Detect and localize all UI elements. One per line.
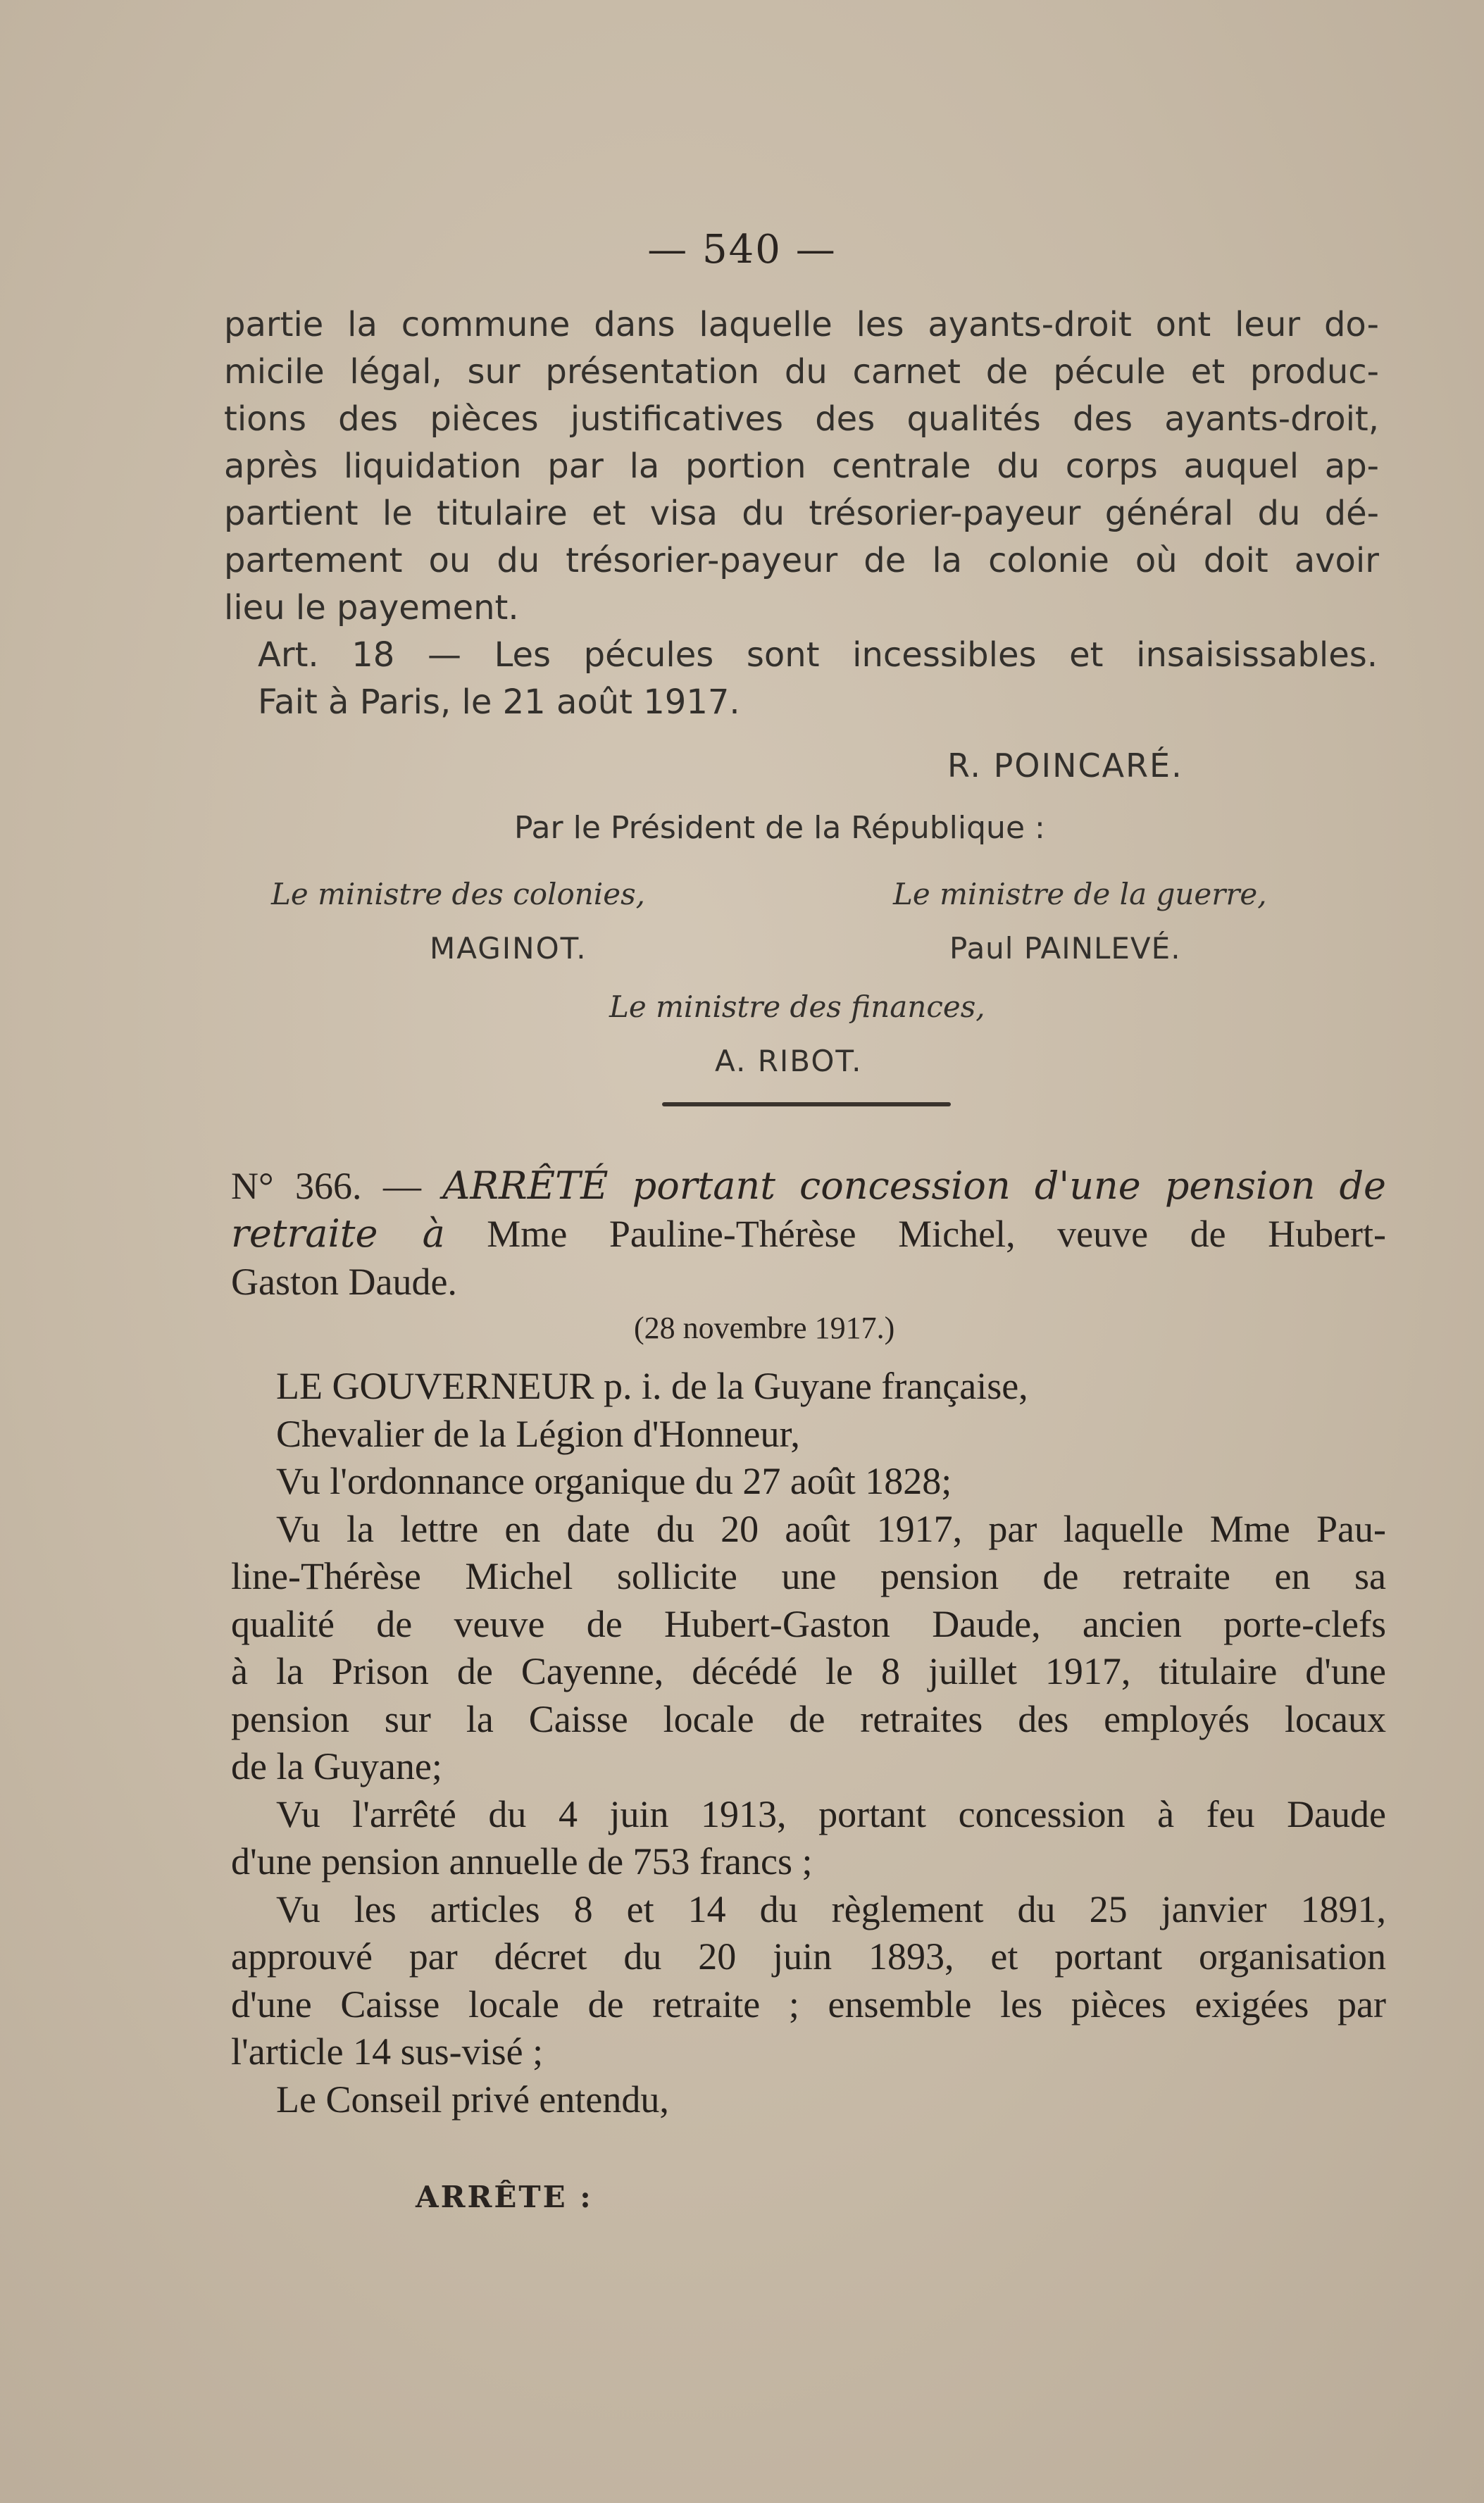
vu-articles-line: approuvé par décret du 20 juin 1893, et portant organisation: [231, 1935, 1386, 1978]
arrete-title-cont: retraite à: [231, 1211, 445, 1256]
vu-lettre-line: Vu la lettre en date du 20 août 1917, par laquelle Mme Pau-: [276, 1507, 1386, 1550]
text-line: partient le titulaire et visa du trésorier-payeur général du dé-: [224, 494, 1379, 533]
text-line: partement ou du trésorier-payeur de la colonie où doit avoir: [224, 541, 1379, 580]
arrete-date: (28 novembre 1917.): [634, 1311, 895, 1345]
vu-lettre-line: pension sur la Caisse locale de retraites des employés locaux: [231, 1697, 1386, 1740]
vu-lettre-line: de la Guyane;: [231, 1745, 442, 1787]
par-le-president: Par le Président de la République :: [514, 810, 1045, 846]
arrete-366-heading: [231, 1162, 1386, 1306]
vu-articles-line: d'une Caisse locale de retraite ; ensemble les pièces exigées par: [231, 1983, 1386, 2026]
text-line: partie la commune dans laquelle les ayants-droit ont leur do-: [224, 305, 1379, 344]
ministre-colonies-name: MAGINOT.: [430, 931, 587, 966]
article-18: [258, 632, 1378, 679]
vu-arrete-line: d'une pension annuelle de 753 francs ;: [231, 1840, 813, 1883]
vu-ordonnance: Vu l'ordonnance organique du 27 août 1828;: [276, 1460, 952, 1502]
vu-articles-line: Vu les articles 8 et 14 du règlement du 25 janvier 1891,: [276, 1887, 1386, 1930]
vu-lettre-line: line-Thérèse Michel sollicite une pension de retraite en sa: [231, 1555, 1386, 1597]
text-line: Art. 18 — Les pécules sont incessibles et insaisissables.: [258, 635, 1378, 675]
vu-lettre-line: qualité de veuve de Hubert-Gaston Daude, ancien porte-clefs: [231, 1602, 1386, 1645]
ministre-finances-title: Le ministre des finances,: [609, 990, 985, 1024]
ministre-guerre-title: Le ministre de la guerre,: [893, 877, 1267, 911]
text-line: Fait à Paris, le 21 août 1917.: [258, 682, 740, 722]
arrete-body: [231, 1363, 1386, 2123]
text-line: tions des pièces justificatives des qualités des ayants-droit,: [224, 399, 1379, 439]
text-line: après liquidation par la portion centrale du corps auquel ap-: [224, 447, 1379, 486]
text-line: lieu le payement.: [224, 588, 519, 628]
ministre-colonies-title: Le ministre des colonies,: [271, 877, 645, 911]
text-line: micile légal, sur présentation du carnet de pécule et produc-: [224, 352, 1379, 392]
arrete-title-line3: Gaston Daude.: [231, 1261, 457, 1303]
continuation-paragraph: [224, 301, 1379, 632]
ministre-finances-name: A. RIBOT.: [715, 1044, 863, 1078]
fait-a-paris: [258, 679, 892, 726]
vu-lettre-line: à la Prison de Cayenne, décédé le 8 juillet 1917, titulaire d'une: [231, 1650, 1386, 1692]
ministre-guerre-name: Paul PAINLEVÉ.: [949, 931, 1181, 966]
arrete-verb: ARRÊTE :: [416, 2180, 593, 2214]
page-number: — 540 —: [647, 227, 837, 273]
intro-chevalier: Chevalier de la Légion d'Honneur,: [276, 1412, 800, 1455]
vu-arrete-line: Vu l'arrêté du 4 juin 1913, portant concession à feu Daude: [276, 1792, 1386, 1835]
arrete-title: ARRÊTÉ portant concession d'une pension de: [442, 1163, 1387, 1208]
mme-abbrev: Mme: [487, 1213, 568, 1255]
vu-articles-line: l'article 14 sus-visé ;: [231, 2030, 544, 2073]
arrete-number: N° 366. —: [231, 1165, 421, 1207]
arrete-title-name: Pauline-Thérèse Michel, veuve de Hubert-: [609, 1213, 1386, 1255]
conseil-prive: Le Conseil privé entendu,: [276, 2078, 669, 2121]
intro-gouverneur: LE GOUVERNEUR p. i. de la Guyane française,: [276, 1365, 1028, 1407]
section-divider: [662, 1102, 951, 1106]
signature-president: R. POINCARÉ.: [947, 747, 1183, 785]
